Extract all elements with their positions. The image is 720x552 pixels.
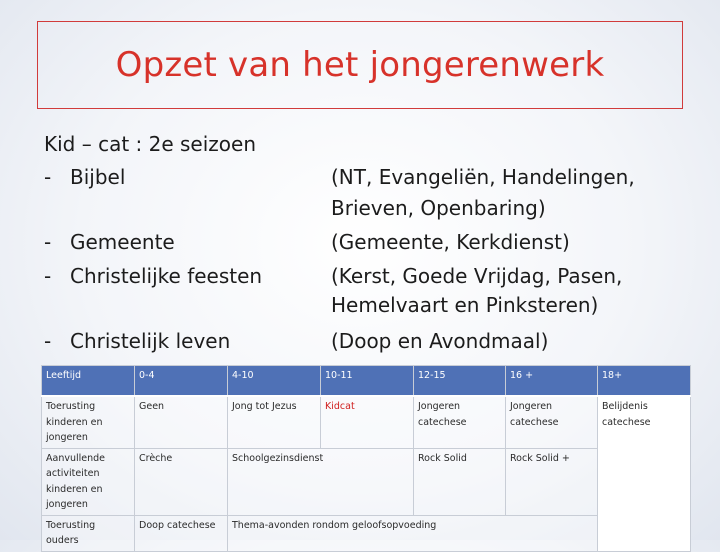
header-cell: 4-10: [228, 366, 321, 397]
dash: -: [44, 230, 52, 254]
table-cell: Jong tot Jezus: [228, 396, 321, 448]
table-cell: Jongeren catechese: [414, 396, 506, 448]
row-label: Toerusting ouders: [42, 515, 135, 551]
header-cell: Leeftijd: [42, 366, 135, 397]
header-cell: 10-11: [321, 366, 414, 397]
list-item-leven: [44, 326, 230, 357]
detail-line: Brieven, Openbaring): [331, 196, 546, 220]
dash: -: [44, 264, 52, 288]
overview-table: [41, 365, 691, 552]
table-row: [42, 448, 691, 515]
detail-line: (NT, Evangeliën, Handelingen,: [331, 165, 635, 189]
list-item-bijbel: [44, 162, 125, 193]
table-cell: Doop catechese: [135, 515, 228, 551]
list-item-gemeente: [44, 227, 175, 258]
header-cell: 0-4: [135, 366, 228, 397]
header-cell: 12-15: [414, 366, 506, 397]
dash: -: [44, 329, 52, 353]
detail-line: (Kerst, Goede Vrijdag, Pasen,: [331, 264, 623, 288]
table-cell: Geen: [135, 396, 228, 448]
row-label: Aanvullende activiteiten kinderen en jongeren: [42, 448, 135, 515]
subtitle: Kid – cat : 2e seizoen: [44, 132, 257, 156]
row-label: Toerusting kinderen en jongeren: [42, 396, 135, 448]
detail-line: (Gemeente, Kerkdienst): [331, 230, 570, 254]
dash: -: [44, 165, 52, 189]
detail-line: Hemelvaart en Pinksteren): [331, 293, 599, 317]
table-cell: Crèche: [135, 448, 228, 515]
list-item-label: Gemeente: [70, 230, 175, 254]
table-row: [42, 396, 691, 448]
list-item-label: Christelijke feesten: [70, 264, 263, 288]
table-cell-kidcat: Kidcat: [321, 396, 414, 448]
title-box: [37, 21, 683, 109]
table-cell: Rock Solid: [414, 448, 506, 515]
table-cell: Schoolgezinsdienst: [228, 448, 414, 515]
header-cell: 16 +: [506, 366, 598, 397]
table-header-row: [42, 366, 691, 397]
table-cell: Thema-avonden rondom geloofsopvoeding: [228, 515, 598, 551]
list-item-label: Bijbel: [70, 165, 126, 189]
table-cell: Rock Solid +: [506, 448, 598, 515]
slide-title: Opzet van het jongerenwerk: [115, 45, 605, 85]
table-cell: Jongeren catechese: [506, 396, 598, 448]
list-item-feesten: [44, 261, 262, 292]
detail-line: (Doop en Avondmaal): [331, 329, 549, 353]
list-item-label: Christelijk leven: [70, 329, 231, 353]
table-row: [42, 515, 691, 551]
header-cell: 18+: [598, 366, 691, 397]
table-cell: Belijdenis catechese: [598, 396, 691, 551]
